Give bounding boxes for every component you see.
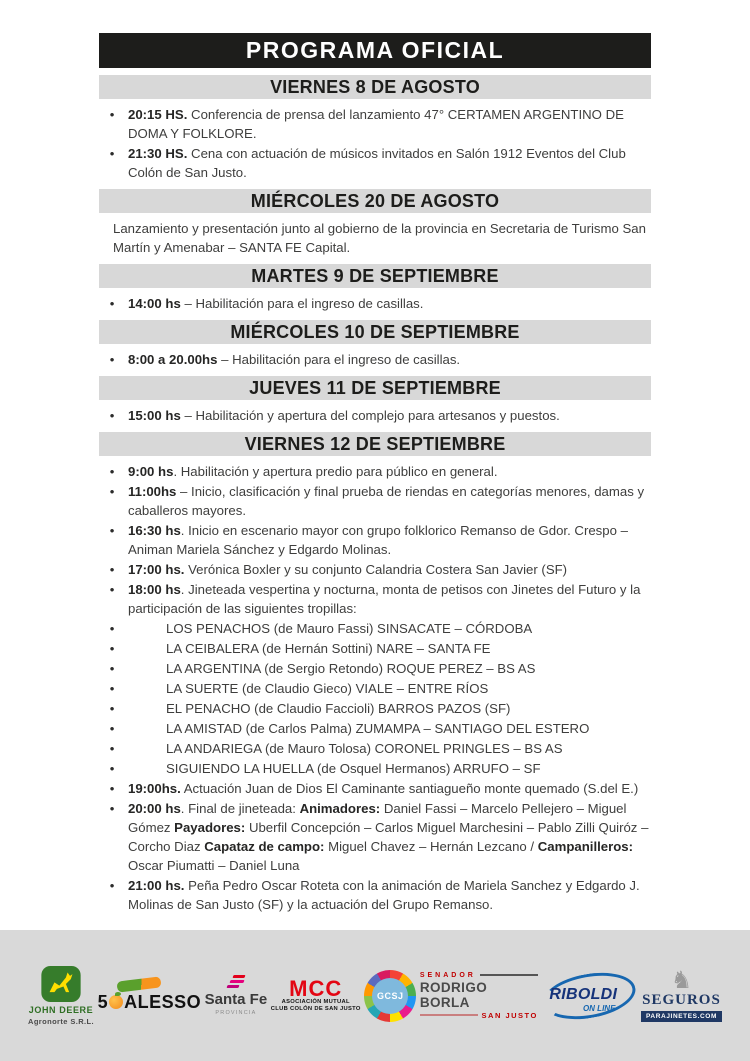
sponsor-subtitle: PROVINCIA <box>215 1010 257 1016</box>
bullet-icon: • <box>109 523 115 538</box>
section-heading: VIERNES 8 DE AGOSTO <box>99 75 651 99</box>
program-item-text: EL PENACHO (de Claudio Faccioli) BARROS PAZOS (SF) <box>166 701 511 716</box>
bullet-icon: • <box>109 484 115 499</box>
section-heading: MARTES 9 DE SEPTIEMBRE <box>99 264 651 288</box>
bullet-icon: • <box>109 107 115 122</box>
program-item-text: Lanzamiento y presentación junto al gobierno de la provincia en Secretaria de Turismo San Martín y Amenabar – SANTA FE Capital. <box>113 221 646 255</box>
program-item-text: LA ARGENTINA (de Sergio Retondo) ROQUE PEREZ – BS AS <box>166 661 536 676</box>
sponsor-subtitle: Agronorte S.R.L. <box>28 1016 94 1026</box>
bullet-icon: • <box>109 621 115 636</box>
page-title <box>99 33 651 68</box>
program-item-text: LA SUERTE (de Claudio Gieco) VIALE – ENTRE RÍOS <box>166 681 489 696</box>
sponsor-subtitle: ASOCIACIÓN MUTUAL <box>281 998 350 1005</box>
bullet-icon: • <box>109 582 115 597</box>
program-item-text: 18:00 hs. Jineteada vespertina y nocturna, monta de petisos con Jinetes del Futuro y la participación de las siguientes tropillas: <box>128 582 641 616</box>
sponsor-gcsj <box>364 970 416 1022</box>
program-item-text: LOS PENACHOS (de Mauro Fassi) SINSACATE – CÓRDOBA <box>166 621 533 636</box>
program-item <box>99 406 651 425</box>
program-item-text: 16:30 hs. Inicio en escenario mayor con grupo folklorico Remanso de Gdor. Crespo – Animan Mariela Sánchez y Edgardo Molinas. <box>128 523 628 557</box>
bullet-icon: • <box>109 352 115 367</box>
senador-label: SENADOR <box>420 972 538 979</box>
santa-fe-flag-icon <box>227 975 245 988</box>
sponsor-seguros-parajinetes <box>641 966 722 1022</box>
section-heading: JUEVES 11 DE SEPTIEMBRE <box>99 376 651 400</box>
program-item <box>99 219 651 257</box>
program-item <box>99 699 651 718</box>
sponsor-santa-fe <box>205 975 268 1016</box>
program-item <box>99 739 651 758</box>
sponsor-subtitle: PARAJINETES.COM <box>641 1011 722 1022</box>
sponsor-subtitle: ON LINE <box>582 1003 616 1013</box>
program-item-text: LA ANDARIEGA (de Mauro Tolosa) CORONEL PRINGLES – BS AS <box>166 741 563 756</box>
horse-rider-icon: ♞ <box>670 966 693 994</box>
sponsor-name: GCSJ <box>372 978 408 1014</box>
program-item <box>99 294 651 313</box>
program-item <box>99 560 651 579</box>
program-item-text: 9:00 hs. Habilitación y apertura predio para público en general. <box>128 464 498 479</box>
program-item <box>99 521 651 559</box>
program-item-text: 21:30 HS. Cena con actuación de músicos invitados en Salón 1912 Eventos del Club Colón de San Justo. <box>128 146 626 180</box>
program-item-text: 14:00 hs – Habilitación para el ingreso de casillas. <box>128 296 424 311</box>
bullet-icon: • <box>109 464 115 479</box>
bullet-icon: • <box>109 741 115 756</box>
program-item <box>99 482 651 520</box>
program-item <box>99 719 651 738</box>
program-item-text: 19:00hs. Actuación Juan de Dios El Caminante santiagueño monte quemado (S.del E.) <box>128 781 639 796</box>
bullet-icon: • <box>109 681 115 696</box>
sponsor-alesso <box>98 979 202 1013</box>
sponsor-name: Santa Fe <box>204 991 268 1008</box>
program-item <box>99 659 651 678</box>
program-item-text: 21:00 hs. Peña Pedro Oscar Roteta con la animación de Mariela Sanchez y Edgardo J. Molinas de San Justo (SF) y la actuación del Grupo Remanso. <box>128 878 640 912</box>
program-item <box>99 144 651 182</box>
sponsor-name: JOHN DEERE <box>28 1004 94 1015</box>
program-item-text: SIGUIENDO LA HUELLA (de Osquel Hermanos) ARRUFO – SF <box>166 761 541 776</box>
sponsor-riboldi <box>541 973 637 1019</box>
program-item <box>99 105 651 143</box>
program-item <box>99 799 651 875</box>
section-heading: VIERNES 12 DE SEPTIEMBRE <box>99 432 651 456</box>
page-title-text: PROGRAMA OFICIAL <box>245 37 505 63</box>
program-item <box>99 462 651 481</box>
program-item <box>99 580 651 618</box>
program-item <box>99 619 651 638</box>
program-item-text: 20:15 HS. Conferencia de prensa del lanzamiento 47° CERTAMEN ARGENTINO DE DOMA Y FOLKLORE. <box>128 107 624 141</box>
program-item <box>99 679 651 698</box>
program-item-text: 15:00 hs – Habilitación y apertura del complejo para artesanos y puestos. <box>128 408 560 423</box>
program-item-text: 20:00 hs. Final de jineteada: Animadores: Daniel Fassi – Marcelo Pellejero – Miguel Gómez Payadores: Uberfil Concepción – Carlos Miguel Marchesini – Pablo Zilli Quiróz – Corcho Diaz Capataz de campo: Miguel Chavez – Hernán Lezcano / Campanilleros: Oscar Piumatti – Daniel Luna <box>128 801 649 873</box>
sponsor-name <box>98 992 202 1013</box>
bullet-icon: • <box>109 146 115 161</box>
bullet-icon: • <box>109 781 115 796</box>
sponsor-name: RIBOLDI <box>549 985 618 1003</box>
sponsor-mcc <box>270 975 361 1013</box>
bullet-icon: • <box>109 878 115 893</box>
program-item-text: 17:00 hs. Verónica Boxler y su conjunto Calandria Costera San Javier (SF) <box>128 562 568 577</box>
program-item-text: 11:00hs – Inicio, clasificación y final prueba de riendas en categorías menores, damas y caballeros mayores. <box>128 484 645 518</box>
bullet-icon: • <box>109 641 115 656</box>
peach-icon <box>109 995 123 1009</box>
program-item <box>99 350 651 369</box>
bullet-icon: • <box>109 562 115 577</box>
sponsor-subtitle: CLUB COLÓN DE SAN JUSTO <box>270 1005 361 1012</box>
gcsj-logo-icon <box>364 970 416 1022</box>
alesso-ribbon-icon <box>117 976 162 992</box>
alesso-suffix: ALESSO <box>124 991 202 1012</box>
sponsor-rodrigo-borla <box>420 972 538 1020</box>
program-item <box>99 639 651 658</box>
program-item-text: 8:00 a 20.00hs – Habilitación para el ingreso de casillas. <box>128 352 461 367</box>
sponsor-john-deere <box>28 966 94 1026</box>
sponsor-name: RODRIGO BORLA <box>419 979 488 1010</box>
sponsor-name: SEGUROS <box>642 991 721 1008</box>
bullet-icon: • <box>109 801 115 816</box>
riboldi-swoosh-icon <box>541 973 637 1019</box>
bullet-icon: • <box>109 721 115 736</box>
sponsor-name: MCC <box>289 975 343 1001</box>
program-sections <box>99 75 651 914</box>
program-item <box>99 759 651 778</box>
program-item-text: LA AMISTAD (de Carlos Palma) ZUMAMPA – SANTIAGO DEL ESTERO <box>166 721 590 736</box>
program-item-text: LA CEIBALERA (de Hernán Sottini) NARE – SANTA FE <box>166 641 491 656</box>
bullet-icon: • <box>109 661 115 676</box>
section-heading: MIÉRCOLES 10 DE SEPTIEMBRE <box>99 320 651 344</box>
bullet-icon: • <box>109 408 115 423</box>
section-heading: MIÉRCOLES 20 DE AGOSTO <box>99 189 651 213</box>
program-item <box>99 779 651 798</box>
sponsor-footer <box>0 930 750 1061</box>
bullet-icon: • <box>109 761 115 776</box>
program-item <box>99 876 651 914</box>
sponsor-subtitle: SAN JUSTO <box>420 1011 538 1020</box>
john-deere-deer-icon <box>41 966 81 1002</box>
bullet-icon: • <box>109 701 115 716</box>
bullet-icon: • <box>109 296 115 311</box>
alesso-prefix: 5 <box>97 991 109 1012</box>
